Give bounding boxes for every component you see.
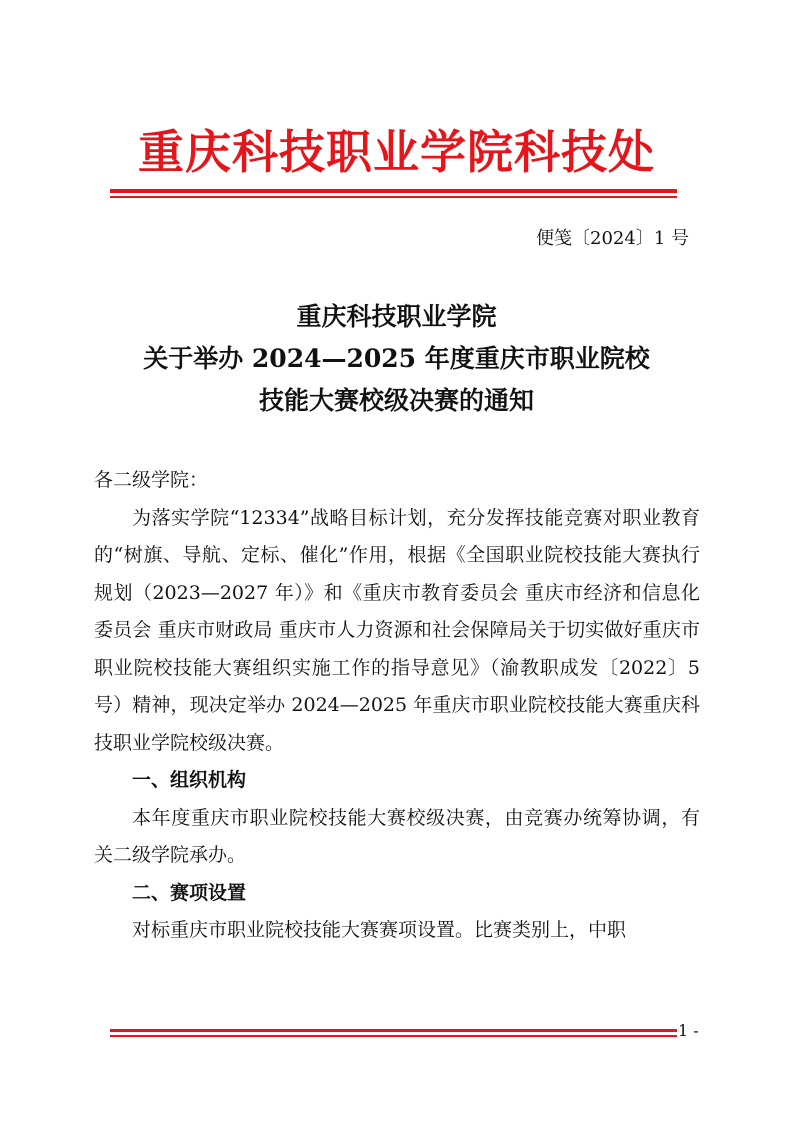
footer-divider-thick: [110, 1029, 677, 1032]
document-title-line-1: 重庆科技职业学院: [296, 302, 497, 331]
org-header-title: 重庆科技职业学院科技处: [138, 125, 655, 179]
salutation: 各二级学院：: [94, 469, 209, 491]
document-title-line-2: 关于举办 2024—2025 年度重庆市职业院校: [143, 344, 650, 373]
document-title: [0, 296, 793, 422]
section-1-heading: 一、组织机构: [132, 769, 247, 791]
header-divider-thick: [110, 189, 677, 193]
footer-divider-thin: [110, 1035, 677, 1037]
document-body: [94, 462, 700, 950]
intro-paragraph: 为落实学院“12334”战略目标计划，充分发挥技能竞赛对职业教育的“树旗、导航、定标、催化”作用，根据《全国职业院校技能大赛执行规划（2023—2027 年）》和《重庆市教育委员会 重庆市经济和信息化委员会 重庆市财政局 重庆市人力资源和社会保障局关于切实做好重庆市职业院校技能大赛组织实施工作的指导意见》（渝教职成发〔2022〕5 号）精神，现决定举办 2024—2025 年重庆市职业院校技能大赛重庆科技职业学院校级决赛。: [94, 506, 700, 754]
section-1-body: 本年度重庆市职业院校技能大赛校级决赛，由竞赛办统筹协调，有关二级学院承办。: [94, 806, 700, 866]
document-title-line-3: 技能大赛校级决赛的通知: [258, 386, 534, 415]
document-number: 便笺〔2024〕1 号: [536, 228, 689, 249]
section-2-heading: 二、赛项设置: [132, 881, 247, 904]
header-divider-thin: [110, 196, 677, 198]
page-number: 1 -: [678, 1021, 699, 1040]
section-2-body: 对标重庆市职业院校技能大赛赛项设置。比赛类别上，中职: [132, 919, 627, 941]
